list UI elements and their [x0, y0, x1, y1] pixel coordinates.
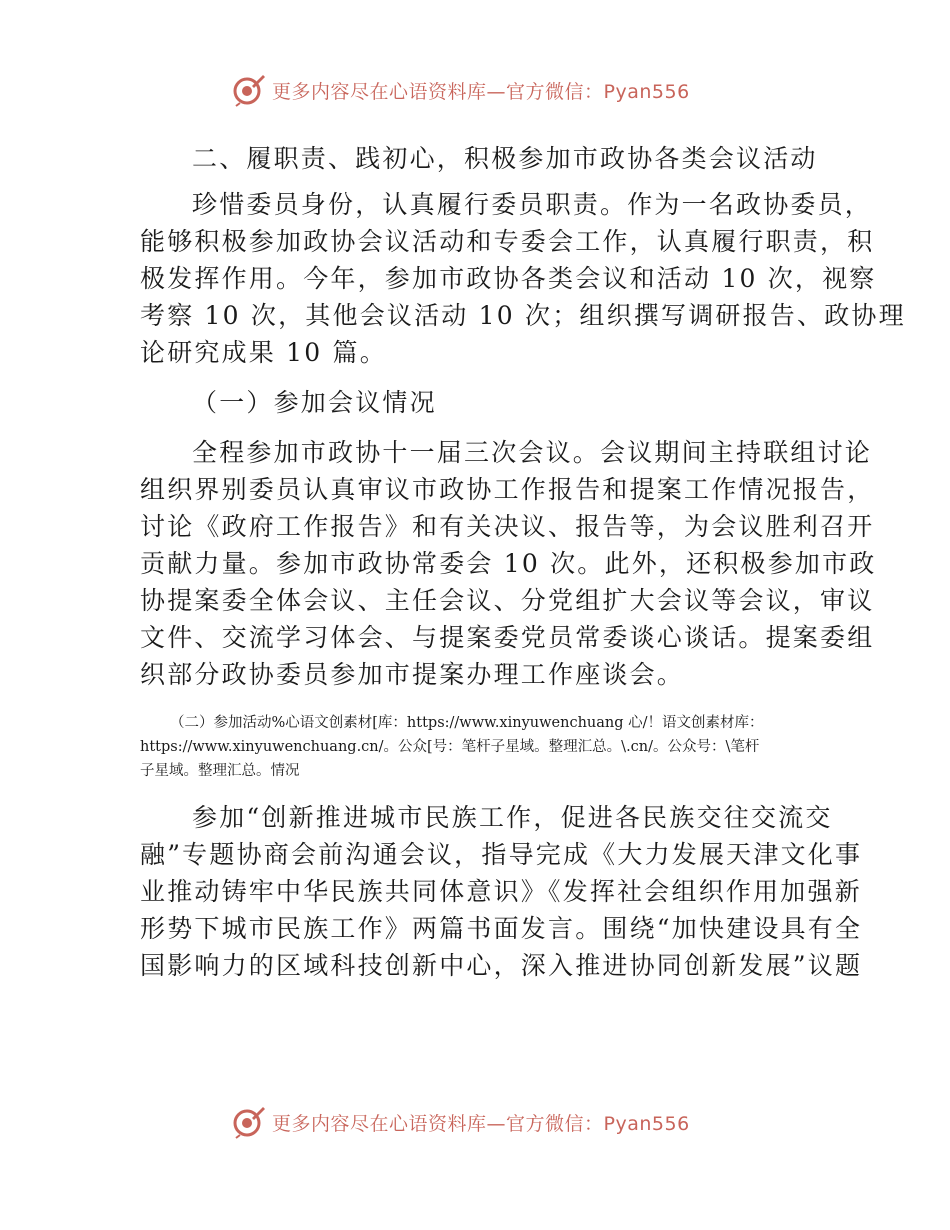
paragraph-line: 贡献力量。参加市政协常委会 10 次。此外，还积极参加市政 [140, 549, 877, 578]
paragraph-line: 融”专题协商会前沟通会议，指导完成《大力发展天津文化事 [140, 840, 863, 869]
paragraph-line: 协提案委全体会议、主任会议、分党组扩大会议等会议，审议 [140, 586, 875, 615]
paragraph-line: 织部分政协委员参加市提案办理工作座谈会。 [140, 660, 685, 689]
paragraph-line: 全程参加市政协十一届三次会议。会议期间主持联组讨论 [192, 438, 873, 467]
small-text-line: https://www.xinyuwenchuang.cn/。公众[号：笔杆子星域。整理汇总。\.cn/。公众号：\笔杆 [140, 739, 760, 755]
paragraph-line: 讨论《政府工作报告》和有关决议、报告等，为会议胜利召开 [140, 512, 875, 541]
paragraph-line: 组织界别委员认真审议市政协工作报告和提案工作情况报告， [140, 475, 875, 504]
paragraph-line: 文件、交流学习体会、与提案委党员常委谈心谈话。提案委组 [140, 623, 875, 652]
banner-text: 更多内容尽在心语资料库—官方微信：Pyan556 [272, 1112, 690, 1135]
small-text-line: 子星域。整理汇总。情况 [140, 763, 300, 779]
footer-banner [232, 1102, 732, 1142]
paragraph-line: 业推动铸牢中华民族共同体意识》《发挥社会组织作用加强新 [140, 877, 862, 906]
paragraph-line: 能够积极参加政协会议活动和专委会工作，认真履行职责，积 [140, 227, 875, 256]
header-banner [232, 70, 732, 110]
subheading-activities-block [140, 711, 812, 783]
pen-logo-icon [232, 73, 266, 107]
banner-text: 更多内容尽在心语资料库—官方微信：Pyan556 [272, 80, 690, 103]
subheading-meetings: （一）参加会议情况 [192, 388, 437, 417]
section-heading: 二、履职责、践初心，积极参加市政协各类会议活动 [192, 144, 818, 173]
paragraph-line: 极发挥作用。今年，参加市政协各类会议和活动 10 次，视察 [140, 264, 877, 293]
paragraph-1 [140, 186, 906, 371]
paragraph-line: 形势下城市民族工作》两篇书面发言。围绕“加快建设具有全 [140, 914, 863, 943]
paragraph-line: 珍惜委员身份，认真履行委员职责。作为一名政协委员， [192, 190, 873, 219]
paragraph-line: 考察 10 次，其他会议活动 10 次；组织撰写调研报告、政协理 [140, 301, 906, 330]
pen-logo-icon [232, 1105, 266, 1139]
paragraph-line: 参加“创新推进城市民族工作，促进各民族交往交流交 [192, 803, 833, 832]
document-body [140, 140, 906, 984]
paragraph-3 [140, 799, 863, 984]
paragraph-2 [140, 434, 877, 693]
paragraph-line: 国影响力的区域科技创新中心，深入推进协同创新发展”议题 [140, 951, 863, 980]
paragraph-line: 论研究成果 10 篇。 [140, 338, 387, 367]
small-text-line: （二）参加活动%心语文创素材[库：https://www.xinyuwenchuang 心/！语文创素材库： [170, 715, 764, 731]
